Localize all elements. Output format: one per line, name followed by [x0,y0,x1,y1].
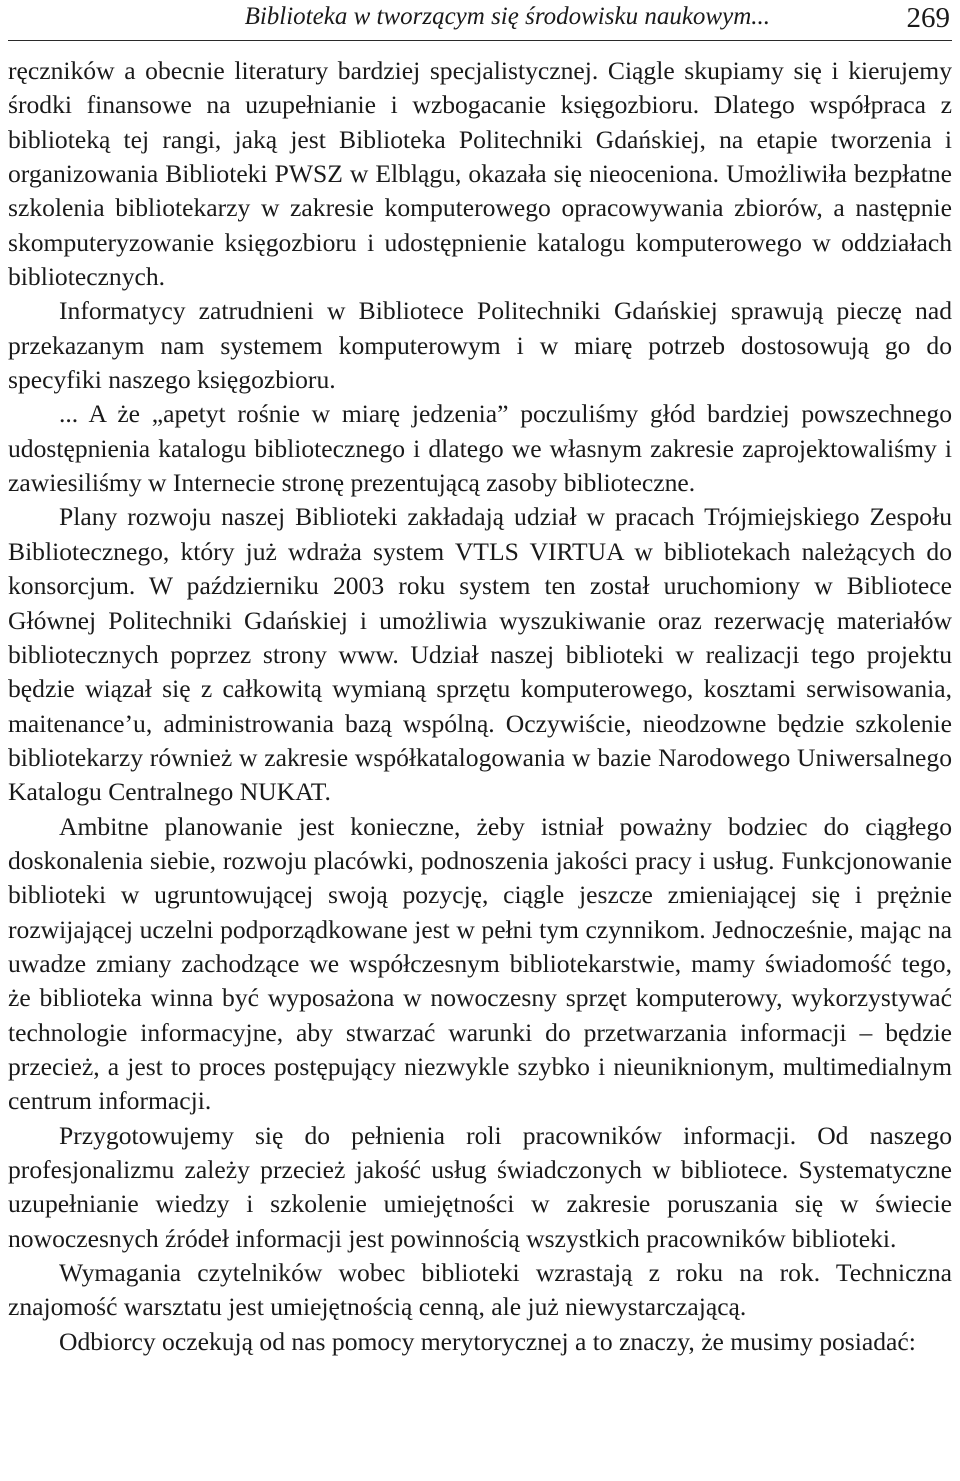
paragraph: Plany rozwoju naszej Biblioteki zakładają udział w pracach Trójmiejskiego Zespołu Bibliotecznego, który już wdraża system VTLS VIRTUA w bibliotekach należących do konsorcjum. W październiku 2003 roku system ten został uruchomiony w Bibliotece Głównej Politechniki Gdańskiej i umożliwia wyszukiwanie oraz rezerwację materiałów bibliotecznych poprzez strony www. Udział naszej biblioteki w realizacji tego projektu będzie wiązał się z całkowitą wymianą sprzętu komputerowego, kosztami serwisowania, maitenance’u, administrowania bazą wspólną. Oczywiście, nieodzowne będzie szkolenie bibliotekarzy również w zakresie współkatalogowania w bazie Narodowego Uniwersalnego Katalogu Centralnego NUKAT. [8,502,952,807]
body-text [8,54,952,1359]
paragraph-continued: ręczników a obecnie literatury bardziej specjalistycznej. Ciągle skupiamy się i kierujemy środki finansowe na uzupełnianie i wzbogacanie księgozbioru. Dlatego współpraca z biblioteką tej rangi, jaką jest Biblioteka Politechniki Gdańskiej, na etapie tworzenia i organizowania Biblioteki PWSZ w Elblągu, okazała się nieoceniona. Umożliwiła bezpłatne szkolenia bibliotekarzy w zakresie komputerowego opracowywania zbiorów, a następnie skomputeryzowanie księgozbioru i udostępnienie katalogu komputerowego w oddziałach bibliotecznych. [8,56,952,292]
paragraph: Informatycy zatrudnieni w Bibliotece Politechniki Gdańskiej sprawują pieczę nad przekazanym nam systemem komputerowym i w miarę potrzeb dostosowują go do specyfiki naszego księgozbioru. [8,296,952,395]
paragraph: ... A że „apetyt rośnie w miarę jedzenia” poczuliśmy głód bardziej powszechnego udostępnienia katalogu bibliotecznego i dlatego we własnym zakresie zaprojektowaliśmy i zawiesiliśmy w Internecie stronę prezentującą zasoby biblioteczne. [8,399,952,498]
page-header [8,0,952,41]
paragraph: Przygotowujemy się do pełnienia roli pracowników informacji. Od naszego profesjonalizmu zależy przecież jakość usług świadczonych w bibliotece. Systematyczne uzupełnianie wiedzy i szkolenie umiejętności w zakresie poruszania się w świecie nowoczesnych źródeł informacji jest powinnością wszystkich pracowników biblioteki. [8,1120,952,1253]
page-number: 269 [906,2,950,34]
running-title: Biblioteka w tworzącym się środowisku naukowym... [244,3,770,30]
paragraph: Ambitne planowanie jest konieczne, żeby istniał poważny bodziec do ciągłego doskonalenia siebie, rozwoju placówki, podnoszenia jakości pracy i usług. Funkcjonowanie biblioteki w ugruntowującej swoją pozycję, ciągle jeszcze zmieniającej się i prężnie rozwijającej uczelni podporządkowane jest w pełni tym czynnikom. Jednocześnie, mając na uwadze zmiany zachodzące we współczesnym bibliotekarstwie, mamy świadomość tego, że biblioteka winna być wyposażona w nowoczesny sprzęt komputerowy, wykorzystywać technologie informacyjne, aby stwarzać warunki do przetwarzania informacji – będzie przecież, a jest to proces postępujący niezwykle szybko i nieuniknionym, multimedialnym centrum informacji. [8,811,952,1116]
paragraph: Odbiorcy oczekują od nas pomocy merytorycznej a to znaczy, że musimy posiadać: [59,1326,916,1356]
paragraph: Wymagania czytelników wobec biblioteki wzrastają z roku na rok. Techniczna znajomość warsztatu jest umiejętnością cenną, ale już niewystarczającą. [8,1258,952,1322]
